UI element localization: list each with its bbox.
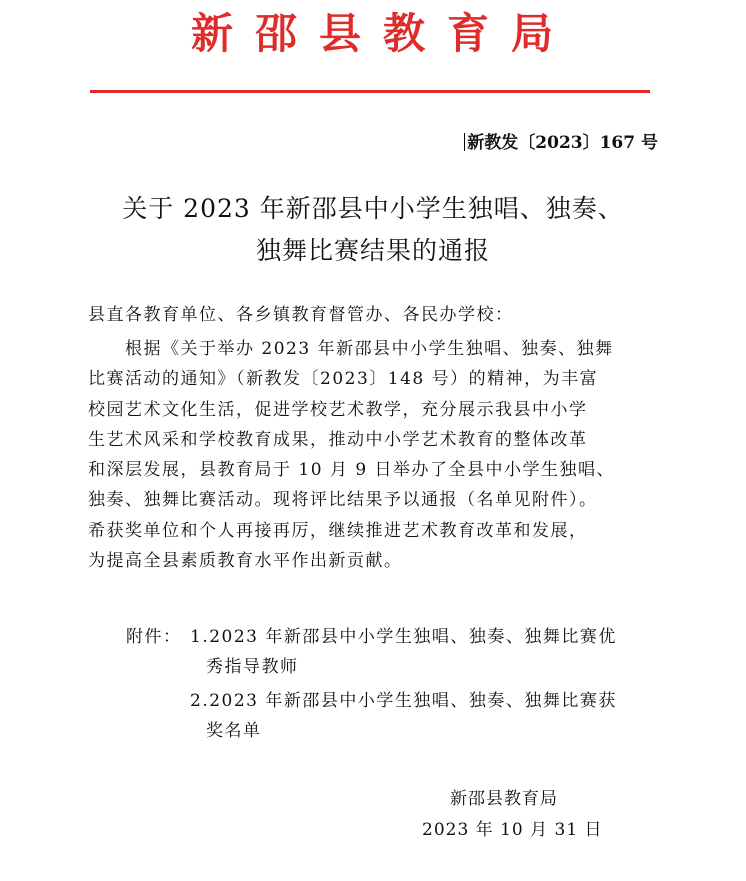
text-cursor <box>464 133 465 151</box>
body-line: 希获奖单位和个人再接再厉，继续推进艺术教育改革和发展， <box>88 520 588 541</box>
body-line: 根据《关于举办 2023 年新邵县中小学生独唱、独奏、独舞 <box>88 339 614 359</box>
letterhead-org-name: 新邵县教育局 <box>190 9 575 58</box>
signature-date: 2023 年 10 月 31 日 <box>422 820 603 840</box>
body-line: 校园艺术文化生活，促进学校艺术教学，充分展示我县中小学 <box>88 399 588 420</box>
attachment-item-2-continued: 奖名单 <box>206 721 262 741</box>
attachment-item-1-continued: 秀指导教师 <box>206 657 299 677</box>
attachment-item-2: 2.2023 年新邵县中小学生独唱、独奏、独舞比赛获 <box>190 691 617 711</box>
greeting: 县直各教育单位、各乡镇教育督管办、各民办学校： <box>88 305 514 325</box>
document-title-line-1: 关于 2023 年新邵县中小学生独唱、独奏、 <box>122 194 624 223</box>
letterhead-red-rule <box>90 90 650 93</box>
document-number <box>464 130 658 156</box>
attachments-label: 附件： <box>126 627 182 647</box>
document-title-line-2: 独舞比赛结果的通报 <box>255 236 490 265</box>
body-line: 生艺术风采和学校教育成果，推动中小学艺术教育的整体改革 <box>88 429 588 450</box>
body-paragraph <box>88 334 662 576</box>
signature-org: 新邵县教育局 <box>450 789 558 809</box>
body-line: 比赛活动的通知》（新教发〔2023〕148 号）的精神，为丰富 <box>88 369 599 390</box>
body-line: 和深层发展，县教育局于 10 月 9 日举办了全县中小学生独唱、 <box>88 460 616 481</box>
attachment-item-1: 1.2023 年新邵县中小学生独唱、独奏、独舞比赛优 <box>190 627 617 647</box>
document-number-text: 新教发〔2023〕167 号 <box>467 133 658 153</box>
document-title <box>60 188 686 272</box>
body-line: 为提高全县素质教育水平作出新贡献。 <box>88 551 403 572</box>
body-line: 独奏、独舞比赛活动。现将评比结果予以通报（名单见附件）。 <box>88 490 598 511</box>
